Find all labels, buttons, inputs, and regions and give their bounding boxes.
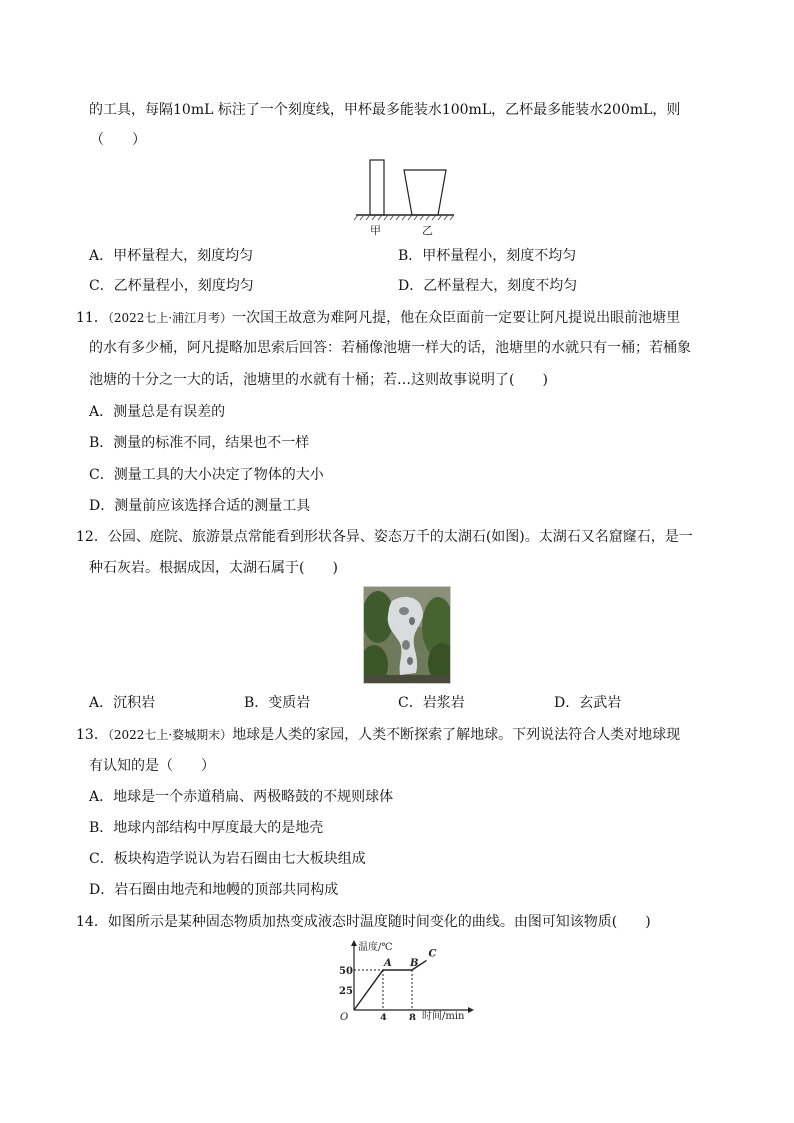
q10-stem: 的工具，每隔10mL 标注了一个刻度线，甲杯最多能装水100mL，乙杯最多能装水200mL，则 xyxy=(89,102,681,118)
x-tick-label-4: 4 xyxy=(380,1013,387,1020)
q11-option-b[interactable]: B．测量的标准不同，结果也不一样 xyxy=(89,435,310,451)
y-axis-arrow xyxy=(351,940,357,946)
cup-b xyxy=(404,170,446,215)
q12-option-c[interactable]: C．岩浆岩 xyxy=(398,695,465,711)
temperature-time-chart xyxy=(330,938,480,1020)
q13-source: （2022七上·婺城期末） xyxy=(107,728,233,742)
x-axis-arrow xyxy=(468,1007,474,1013)
y-axis-label: 温度/℃ xyxy=(358,942,393,953)
q11-stem-line2: 的水有多少桶，阿凡提略加思索后回答：若桶像池塘一样大的话，池塘里的水就只有一桶；若桶象 xyxy=(89,340,691,356)
q12-option-d[interactable]: D．玄武岩 xyxy=(554,695,622,711)
q13-option-d[interactable]: D．岩石圈由地壳和地幔的顶部共同构成 xyxy=(89,882,339,898)
q13-option-b[interactable]: B．地球内部结构中厚度最大的是地壳 xyxy=(89,820,324,836)
q11-stem-line1: 11．（2022七上·浦江月考）一次国王故意为难阿凡提，他在众臣面前一定要让阿凡提说出眼前池塘里 xyxy=(76,310,681,326)
q13-stem-line2: 有认知的是（ ） xyxy=(89,758,215,774)
q11-option-a[interactable]: A．测量总是有误差的 xyxy=(89,404,226,420)
q10-option-b[interactable]: B．甲杯量程小，刻度不均匀 xyxy=(398,248,577,264)
taihu-stone-photo xyxy=(363,586,451,684)
y-tick-label-50: 50 xyxy=(339,966,353,977)
x-tick-label-8: 8 xyxy=(409,1013,416,1020)
point-label-C: C xyxy=(428,948,437,960)
q13-stem-line1: 13．（2022七上·婺城期末）地球是人类的家园，人类不断探索了解地球。下列说法符合人类对地球现 xyxy=(76,727,681,743)
point-label-A: A xyxy=(384,958,392,969)
q12-stem-line2: 种石灰岩。根据成因，太湖石属于( ) xyxy=(89,560,338,576)
x-axis-label: 时间/min xyxy=(422,1011,465,1020)
q11-option-c[interactable]: C．测量工具的大小决定了物体的大小 xyxy=(89,467,324,483)
q11-source: （2022七上·浦江月考） xyxy=(107,311,233,325)
origin-label: O xyxy=(340,1012,349,1020)
point-label-B: B xyxy=(410,958,419,969)
q10-option-c[interactable]: C．乙杯量程小，刻度均匀 xyxy=(89,278,254,294)
label-jia: 甲 xyxy=(370,224,381,237)
q13-option-a[interactable]: A．地球是一个赤道稍扁、两极略鼓的不规则球体 xyxy=(89,789,394,805)
q13-number: 13． xyxy=(76,727,108,743)
q10-option-a[interactable]: A．甲杯量程大，刻度均匀 xyxy=(89,248,254,264)
q14-stem-line1: 14．如图所示是某种固态物质加热变成液态时温度随时间变化的曲线。由图可知该物质( ) xyxy=(76,914,651,930)
q10-option-d[interactable]: D．乙杯量程大，刻度不均匀 xyxy=(398,278,578,294)
label-yi: 乙 xyxy=(422,224,433,237)
q11-option-d[interactable]: D．测量前应该选择合适的测量工具 xyxy=(89,498,311,514)
q11-stem-line3: 池塘的十分之一大的话，池塘里的水就有十桶；若…这则故事说明了( ) xyxy=(89,372,548,388)
q12-option-b[interactable]: B．变质岩 xyxy=(244,695,311,711)
q10-answer-paren: （ ） xyxy=(90,132,146,148)
y-tick-label-25: 25 xyxy=(339,986,353,997)
cup-a xyxy=(370,160,384,215)
q10-figure xyxy=(350,155,460,240)
q12-option-a[interactable]: A．沉积岩 xyxy=(89,695,156,711)
q12-stem-line1: 12．公园、庭院、旅游景点常能看到形状各异、姿态万千的太湖石(如图)。太湖石又名窟窿石，是一 xyxy=(76,529,693,545)
q11-number: 11． xyxy=(76,310,108,326)
q13-option-c[interactable]: C．板块构造学说认为岩石圈由七大板块组成 xyxy=(89,851,366,867)
